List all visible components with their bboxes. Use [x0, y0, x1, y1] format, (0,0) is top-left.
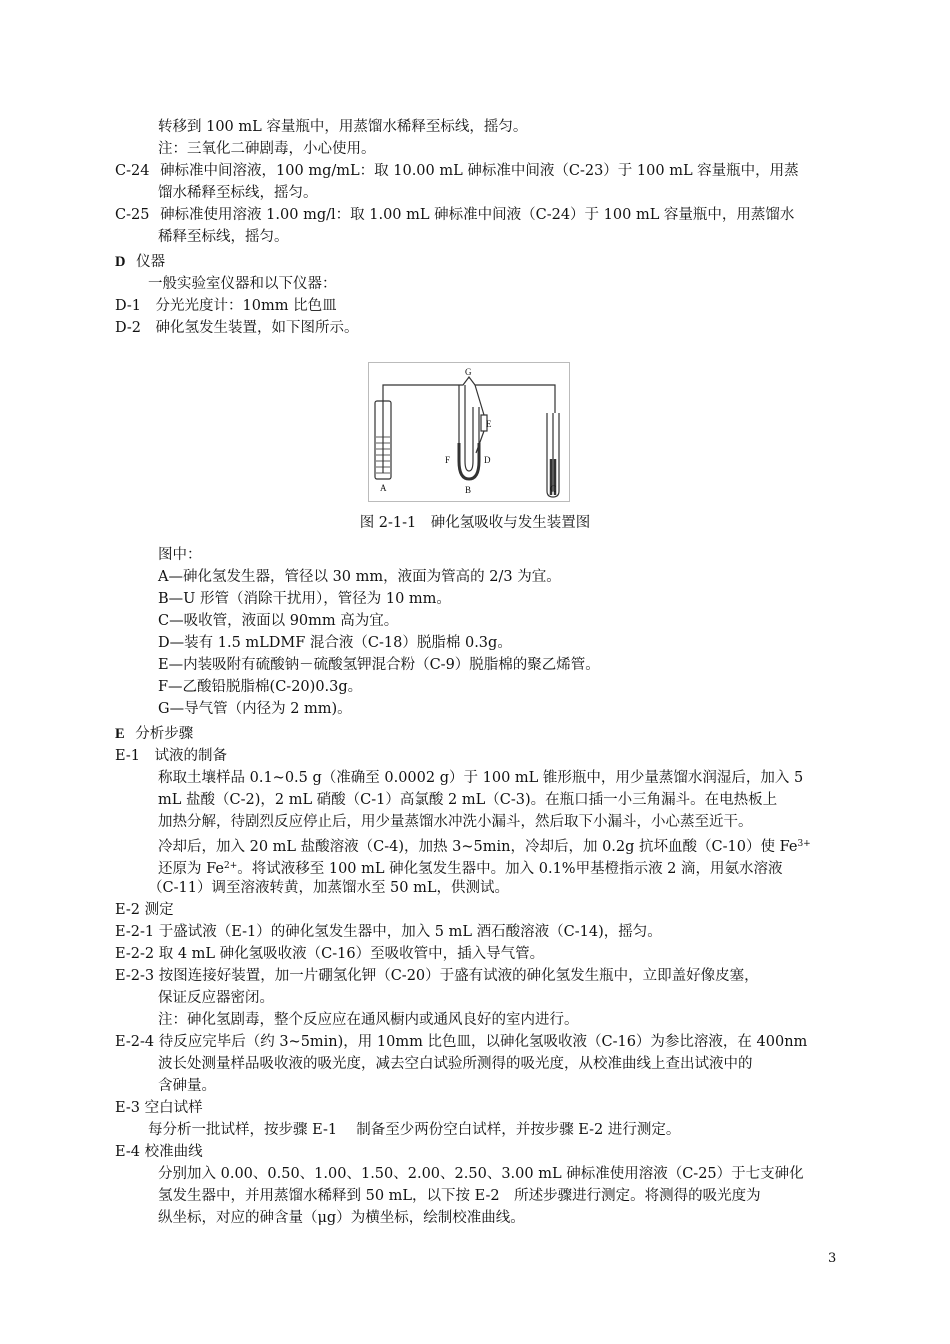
paragraph-line: 称取土壤样品 0.1~0.5 g（准确至 0.0002 g）于 100 mL 锥形瓶中，用少量蒸馏水润湿后，加入 5: [158, 770, 804, 786]
figure-label-b: B: [465, 485, 472, 495]
legend-item-g: G—导气管（内径为 2 mm)。: [158, 701, 352, 717]
superscript: 2+: [223, 861, 238, 871]
section-heading-d: [115, 251, 165, 273]
section-title: 分析步骤: [135, 726, 194, 742]
section-title: 仪器: [136, 254, 166, 270]
item-c25: [115, 204, 794, 226]
legend-intro: 图中：: [158, 547, 202, 563]
item-c25-cont: 稀释至标线，摇匀。: [158, 229, 289, 245]
figure-label-c: C: [550, 484, 557, 494]
item-text: 砷标准中间溶液，100 mg/mL：取 10.00 mL 砷标准中间液（C-23）于 100 mL 容量瓶中，用蒸: [160, 163, 799, 179]
subsection-e4: E-4 校准曲线: [115, 1144, 203, 1160]
legend-item-b: B—U 形管（消除干扰用），管径为 10 mm。: [158, 591, 451, 607]
item-d1: D-1 分光光度计：10mm 比色皿: [115, 298, 337, 314]
text-span: 冷却后，加入 20 mL 盐酸溶液（C-4)，加热 3~5min，冷却后，加 0.2g 抗坏血酸（C-10）使 Fe: [158, 839, 798, 855]
legend-item-e: E—内装吸附有硫酸钠－硫酸氢钾混合粉（C-9）脱脂棉的聚乙烯管。: [158, 657, 600, 673]
figure-label-d: D: [484, 455, 491, 465]
paragraph-line: 氢发生器中，并用蒸馏水稀释到 50 mL，以下按 E-2 所述步骤进行测定。将测得的吸光度为: [158, 1188, 761, 1204]
paragraph-line: 加热分解，待剧烈反应停止后，用少量蒸馏水冲洗小漏斗，然后取下小漏斗，小心蒸至近干。: [158, 814, 753, 830]
step-e24-cont: 含砷量。: [158, 1078, 216, 1094]
item-label: C-24: [115, 163, 150, 179]
legend-item-c: C—吸收管，液面以 90mm 高为宜。: [158, 613, 399, 629]
note-line: 注：砷化氢剧毒，整个反应应在通风橱内或通风良好的室内进行。: [158, 1012, 579, 1028]
step-e22: E-2-2 取 4 mL 砷化氢吸收液（C-16）至吸收管中，插入导气管。: [115, 946, 545, 962]
step-e21: E-2-1 于盛试液（E-1）的砷化氢发生器中，加入 5 mL 酒石酸溶液（C-14)，摇匀。: [115, 924, 662, 940]
figure-caption: 图 2-1-1 砷化氢吸收与发生装置图: [359, 515, 591, 531]
section-label: D: [115, 254, 126, 270]
note-line: 注：三氧化二砷剧毒，小心使用。: [158, 141, 376, 157]
page-number: 3: [828, 1251, 837, 1266]
text-line: 转移到 100 mL 容量瓶中，用蒸馏水稀释至标线，摇匀。: [158, 119, 528, 135]
subsection-e3: E-3 空白试样: [115, 1100, 203, 1116]
legend-item-a: A—砷化氢发生器，管径以 30 mm，液面为管高的 2/3 为宜。: [158, 569, 561, 585]
intro-line: 一般实验室仪器和以下仪器：: [148, 276, 337, 292]
item-text: 砷标准使用溶液 1.00 mg/l：取 1.00 mL 砷标准中间液（C-24）于 100 mL 容量瓶中，用蒸馏水: [160, 207, 795, 223]
paragraph-line: mL 盐酸（C-2)，2 mL 硝酸（C-1）高氯酸 2 mL（C-3)。在瓶口插一小三角漏斗。在电热板上: [158, 792, 778, 808]
figure-label-g: G: [465, 367, 472, 377]
item-c24: [115, 160, 799, 182]
paragraph-line: 分别加入 0.00、0.50、1.00、1.50、2.00、2.50、3.00 mL 砷标准使用溶液（C-25）于七支砷化: [158, 1166, 804, 1182]
figure-label-a: A: [380, 483, 387, 493]
paragraph-line: 每分析一批试样，按步骤 E-1 制备至少两份空白试样，并按步骤 E-2 进行测定。: [148, 1122, 681, 1138]
legend-item-f: F—乙酸铅脱脂棉(C-20)0.3g。: [158, 679, 363, 695]
subsection-e2: E-2 测定: [115, 902, 174, 918]
paragraph-line: （C-11）调至溶液转黄，加蒸馏水至 50 mL，供测试。: [148, 880, 509, 896]
item-c24-cont: 馏水稀释至标线，摇匀。: [158, 185, 318, 201]
text-span: 还原为 Fe: [158, 861, 224, 877]
superscript: 3+: [797, 839, 811, 849]
step-e24-cont: 波长处测量样品吸收液的吸光度，减去空白试验所测得的吸光度，从校准曲线上查出试液中的: [158, 1056, 753, 1072]
step-e24: E-2-4 待反应完毕后（约 3~5min)，用 10mm 比色皿，以砷化氢吸收液（C-16）为参比溶液，在 400nm: [115, 1034, 808, 1050]
section-heading-e: [115, 723, 193, 745]
apparatus-diagram: [369, 363, 569, 501]
text-span: 。将试液移至 100 mL 砷化氢发生器中。加入 0.1%甲基橙指示液 2 滴，用氨水溶液: [237, 861, 783, 877]
step-e23: E-2-3 按图连接好装置，加一片硼氢化钾（C-20）于盛有试液的砷化氢发生瓶中，立即盖好像皮塞，: [115, 968, 759, 984]
figure-label-e: E: [486, 419, 492, 429]
figure-label-f: F: [445, 455, 451, 465]
apparatus-figure: [368, 362, 570, 502]
paragraph-line: 纵坐标，对应的砷含量（μg）为横坐标，绘制校准曲线。: [158, 1210, 525, 1226]
subsection-e1: E-1 试液的制备: [115, 748, 227, 764]
item-d2: D-2 砷化氢发生装置，如下图所示。: [115, 320, 359, 336]
section-label: E: [115, 726, 125, 742]
item-label: C-25: [115, 207, 150, 223]
legend-item-d: D—装有 1.5 mLDMF 混合液（C-18）脱脂棉 0.3g。: [158, 635, 512, 651]
step-e23-cont: 保证反应器密闭。: [158, 990, 274, 1006]
